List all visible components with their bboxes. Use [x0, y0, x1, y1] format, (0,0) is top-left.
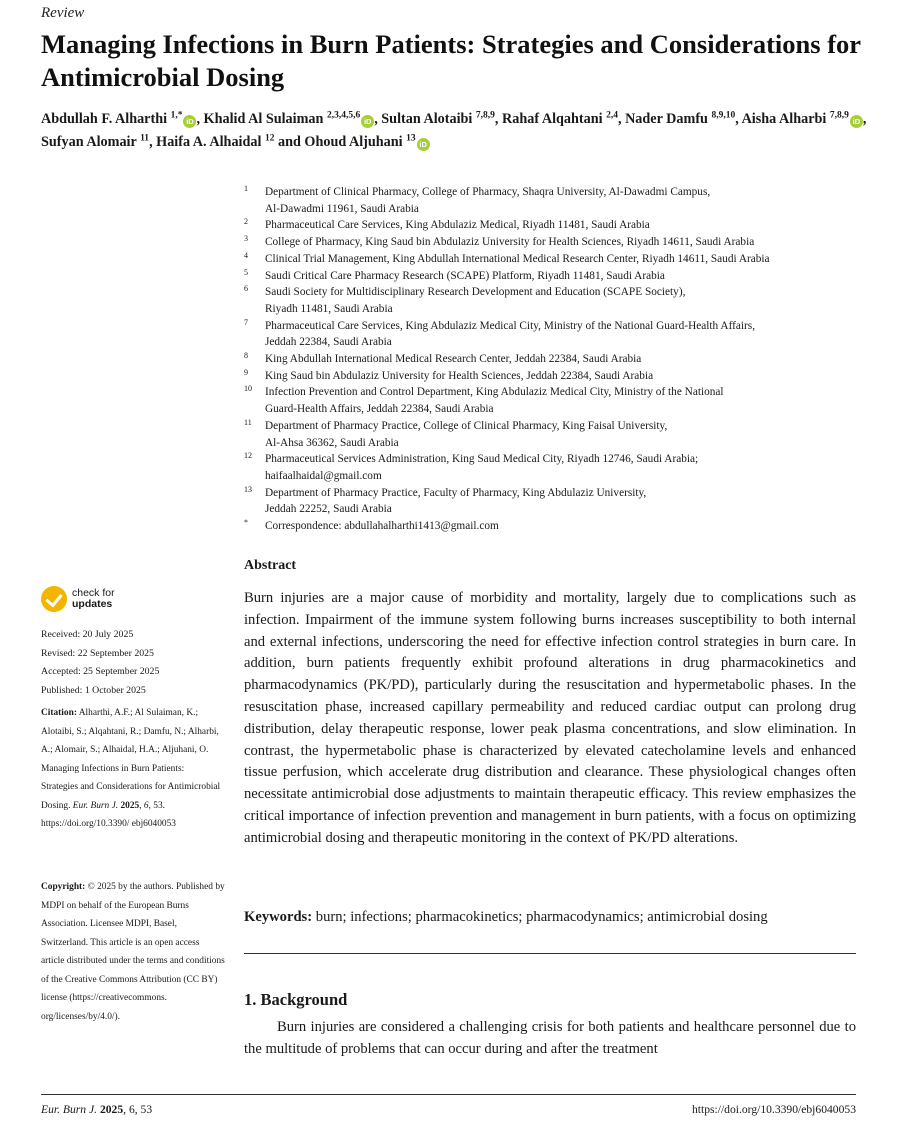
affiliation-line: Jeddah 22252, Saudi Arabia — [265, 503, 392, 516]
section-divider — [244, 953, 856, 954]
affiliation-line: Guard-Health Affairs, Jeddah 22384, Saudi Arabia — [265, 403, 494, 416]
author-name: Abdullah F. Alharthi — [41, 111, 168, 127]
affiliation-item — [244, 234, 864, 251]
affiliation-item — [244, 384, 864, 417]
affiliation-line: Jeddah 22384, Saudi Arabia — [265, 336, 392, 349]
affiliation-line: College of Pharmacy, King Saud bin Abdulaziz University for Health Sciences, Riyadh 14611, Saudi Arabia — [265, 236, 755, 249]
check-for-updates-badge[interactable] — [41, 586, 115, 612]
affiliation-number: 3 — [244, 234, 248, 244]
author-name: Haifa A. Alhaidal — [156, 134, 262, 150]
citation-page-doi: , 53. https://doi.org/10.3390/ ebj6040053 — [41, 800, 176, 829]
author-name: Nader Damfu — [625, 111, 708, 127]
author-entry: Khalid Al Sulaiman $^{2,3,4,5,6}$iD , — [203, 110, 382, 127]
affiliation-line: Al-Dawadmi 11961, Saudi Arabia — [265, 202, 419, 215]
author-affiliation-marker: 8,9,10 — [711, 110, 736, 121]
citation-label: Citation: — [41, 708, 77, 718]
affiliation-number: 10 — [244, 384, 252, 394]
affiliation-number: 5 — [244, 267, 248, 277]
affiliation-item — [244, 351, 864, 368]
affiliation-item — [244, 368, 864, 385]
affiliation-number: * — [244, 518, 248, 528]
affiliation-line: Saudi Society for Multidisciplinary Research Development and Education (SCAPE Society), — [265, 286, 686, 299]
affiliation-item — [244, 318, 864, 351]
keywords-label: Keywords: — [244, 909, 313, 925]
affiliation-item — [244, 451, 864, 484]
author-entry: Rahaf Alqahtani $^{2,4}$, — [502, 110, 626, 127]
author-name: Ohoud Aljuhani — [304, 134, 403, 150]
check-updates-line2: updates — [72, 598, 113, 610]
citation-year: 2025 — [120, 800, 140, 811]
footer-year: 2025 — [99, 1103, 124, 1116]
affiliation-number: 6 — [244, 284, 248, 294]
footer-divider — [41, 1094, 856, 1095]
affiliation-number: 1 — [244, 184, 248, 193]
author-name: Aisha Alharbi — [741, 111, 827, 127]
affiliation-line: Riyadh 11481, Saudi Arabia — [265, 302, 393, 315]
affiliation-line: Department of Pharmacy Practice, College of Clinical Pharmacy, King Faisal University, — [265, 419, 668, 432]
affiliation-line: Saudi Critical Care Pharmacy Research (SCAPE) Platform, Riyadh 11481, Saudi Arabia — [265, 269, 665, 282]
author-name: Sultan Alotaibi — [381, 111, 473, 127]
keywords-text: burn; infections; pharmacokinetics; pharmacodynamics; antimicrobial dosing — [315, 909, 768, 925]
affiliation-number: 8 — [244, 351, 248, 361]
author-affiliation-marker: 1,* — [170, 110, 183, 121]
affiliation-number: 2 — [244, 217, 248, 227]
published-date: Published: 1 October 2025 — [41, 685, 146, 697]
affiliation-line: Correspondence: abdullahalharthi1413@gmail.com — [265, 520, 499, 533]
affiliation-item — [244, 268, 864, 285]
citation-journal: Eur. Burn J. — [72, 800, 119, 811]
affiliation-line: Department of Pharmacy Practice, Faculty of Pharmacy, King Abdulaziz University, — [265, 486, 647, 499]
affiliation-item — [244, 284, 864, 317]
author-affiliation-marker: 2,3,4,5,6 — [326, 110, 361, 121]
affiliation-line: Pharmaceutical Care Services, King Abdulaziz Medical, Riyadh 11481, Saudi Arabia — [265, 219, 650, 232]
abstract-heading: Abstract — [244, 558, 297, 573]
author-entry: Sultan Alotaibi $^{7,8,9}$, — [381, 110, 503, 127]
affiliation-line: Pharmaceutical Care Services, King Abdulaziz Medical City, Ministry of the National Guard-Health Affairs, — [265, 319, 756, 332]
footer-journal-ref — [41, 1103, 152, 1116]
author-affiliation-marker: 11 — [140, 133, 150, 144]
abstract-text: Burn injuries are a major cause of morbidity and mortality, largely due to complications such as infection. Impairment of the immune system following burns increases susceptibility to both internal and external infections, underscoring the need for effective infection control strategies in burn care. In addition, burn patients frequently exhibit profound alterations in drug pharmacokinetics and pharmacodynamics (PK/PD), particularly during the resuscitation and hypermetabolic phases. In the resuscitation phase, increased capillary permeability and reduced cardiac output can prolong drug distribution, delay therapeutic response, lower peak plasma concentrations, and slow elimination. In contrast, the hypermetabolic phase is characterized by elevated catecholamine levels and enhanced tissue perfusion, which accelerate drug distribution and clearance. These physiological changes often necessitate antimicrobial dose adjustments to maintain therapeutic efficacy. This review emphasizes the critical importance of infection prevention and management in burn patients, with a focus on optimizing antimicrobial dosing and therapeutic monitoring in the context of PK/PD alterations. — [244, 590, 856, 846]
affiliation-line: Infection Prevention and Control Department, King Abdulaziz Medical City, Ministry of the National — [265, 386, 724, 399]
orcid-icon[interactable]: iD — [361, 115, 374, 128]
affiliation-item — [244, 217, 864, 234]
author-affiliation-marker: 7,8,9 — [829, 110, 849, 121]
affiliation-line: haifaalhaidal@gmail.com — [265, 469, 382, 482]
affiliation-number: 7 — [244, 317, 248, 327]
affiliation-number: 12 — [244, 451, 252, 461]
publication-dates — [41, 626, 231, 701]
keywords-block — [244, 909, 864, 926]
section-body-text: Burn injuries are considered a challenging crisis for both patients and healthcare personnel due to the multitude of problems that can occur during and after the treatment — [244, 1019, 856, 1057]
affiliation-number: 9 — [244, 367, 248, 377]
author-entry: Sufyan Alomair $^{11}$, — [41, 133, 157, 150]
accepted-date: Accepted: 25 September 2025 — [41, 666, 160, 678]
affiliation-line: King Abdullah International Medical Research Center, Jeddah 22384, Saudi Arabia — [265, 353, 642, 366]
citation-text: Alharthi, A.F.; Al Sulaiman, K.; Alotaibi, S.; Alqahtani, R.; Damfu, N.; Alharbi, A.; Alomair, S.; Alhaidal, H.A.; Aljuhani, O. Managing Infections in Burn Patients: Strategies and Considerations for Antimicrobial Dosing. — [41, 708, 221, 811]
article-type-label: Review — [41, 5, 85, 21]
author-name: Sufyan Alomair — [41, 134, 137, 150]
affiliation-item — [244, 418, 864, 451]
orcid-icon[interactable]: iD — [417, 138, 430, 151]
author-list — [41, 108, 871, 154]
paper-title: Managing Infections in Burn Patients: Strategies and Considerations for Antimicrobial Dosing — [41, 29, 861, 92]
affiliation-item — [244, 485, 864, 518]
copyright-label: Copyright: — [41, 882, 86, 892]
affiliation-line: Al-Ahsa 36362, Saudi Arabia — [265, 436, 399, 449]
footer-volume-page: , 6, 53 — [123, 1103, 153, 1116]
author-entry: Abdullah F. Alharthi $^{1,*}$iD , — [41, 110, 204, 127]
received-date: Received: 20 July 2025 — [41, 629, 134, 640]
affiliation-number: 13 — [244, 484, 252, 494]
orcid-icon[interactable]: iD — [850, 115, 863, 128]
section-heading-background: 1. Background — [244, 990, 348, 1009]
author-affiliation-marker: 2,4 — [606, 110, 618, 121]
author-affiliation-marker: 12 — [264, 133, 275, 144]
author-affiliation-marker: 7,8,9 — [475, 110, 495, 121]
affiliation-line: Clinical Trial Management, King Abdullah International Medical Research Center, Riyadh 14611, Saudi Arabia — [265, 252, 770, 265]
orcid-icon[interactable]: iD — [183, 115, 196, 128]
author-affiliation-marker: 13 — [406, 133, 416, 144]
affiliation-line: Pharmaceutical Services Administration, King Saud Medical City, Riyadh 12746, Saudi Arabia; — [265, 453, 699, 466]
author-entry: Haifa A. Alhaidal $^{12}$ and — [156, 133, 305, 150]
affiliation-number: 4 — [244, 250, 248, 260]
affiliation-line: Department of Clinical Pharmacy, College of Pharmacy, Shaqra University, Al-Dawadmi Campus, — [265, 186, 711, 198]
footer-journal: Eur. Burn J. — [41, 1103, 98, 1116]
author-name: Rahaf Alqahtani — [502, 111, 603, 127]
copyright-block — [41, 878, 225, 1026]
affiliation-item — [244, 184, 864, 217]
author-name: Khalid Al Sulaiman — [203, 111, 324, 127]
author-entry: Aisha Alharbi $^{7,8,9}$iD , — [741, 110, 867, 127]
citation-volume: 6 — [143, 800, 149, 811]
affiliation-list — [244, 184, 864, 535]
copyright-text: © 2025 by the authors. Published by MDPI on behalf of the European Burns Association. Licensee MDPI, Basel, Switzerland. This article is an open access article distributed under the terms and conditions of the Creative Commons Attribution (CC BY) license (https://creativecommons. org/licenses/by/4.0/). — [41, 882, 225, 1022]
author-entry — [304, 134, 429, 150]
affiliation-item — [244, 518, 864, 535]
revised-date: Revised: 22 September 2025 — [41, 647, 154, 659]
check-updates-line1: check for — [72, 587, 115, 599]
author-entry: Nader Damfu $^{8,9,10}$, — [625, 110, 742, 127]
affiliation-item — [244, 251, 864, 268]
affiliation-line: King Saud bin Abdulaziz University for Health Sciences, Jeddah 22384, Saudi Arabia — [265, 369, 654, 382]
check-icon — [41, 586, 67, 612]
citation-block: Citation: Alharthi, A.F.; Al Sulaiman, K.; Alotaibi, S.; Alqahtani, R.; Damfu, N.; Alharbi, A.; Alomair, S.; Alhaidal, H.A.; Aljuhani, O. Managing Infections in Burn Patients: Strategies and Considerations for Antimicrobial Dosing. Eur. Burn J. 2025, 6, 53. https://doi.org/10.3390/ ebj6040053 — [41, 708, 221, 829]
affiliation-number: 11 — [244, 417, 252, 427]
footer-doi-link[interactable]: https://doi.org/10.3390/ebj6040053 — [691, 1103, 856, 1116]
